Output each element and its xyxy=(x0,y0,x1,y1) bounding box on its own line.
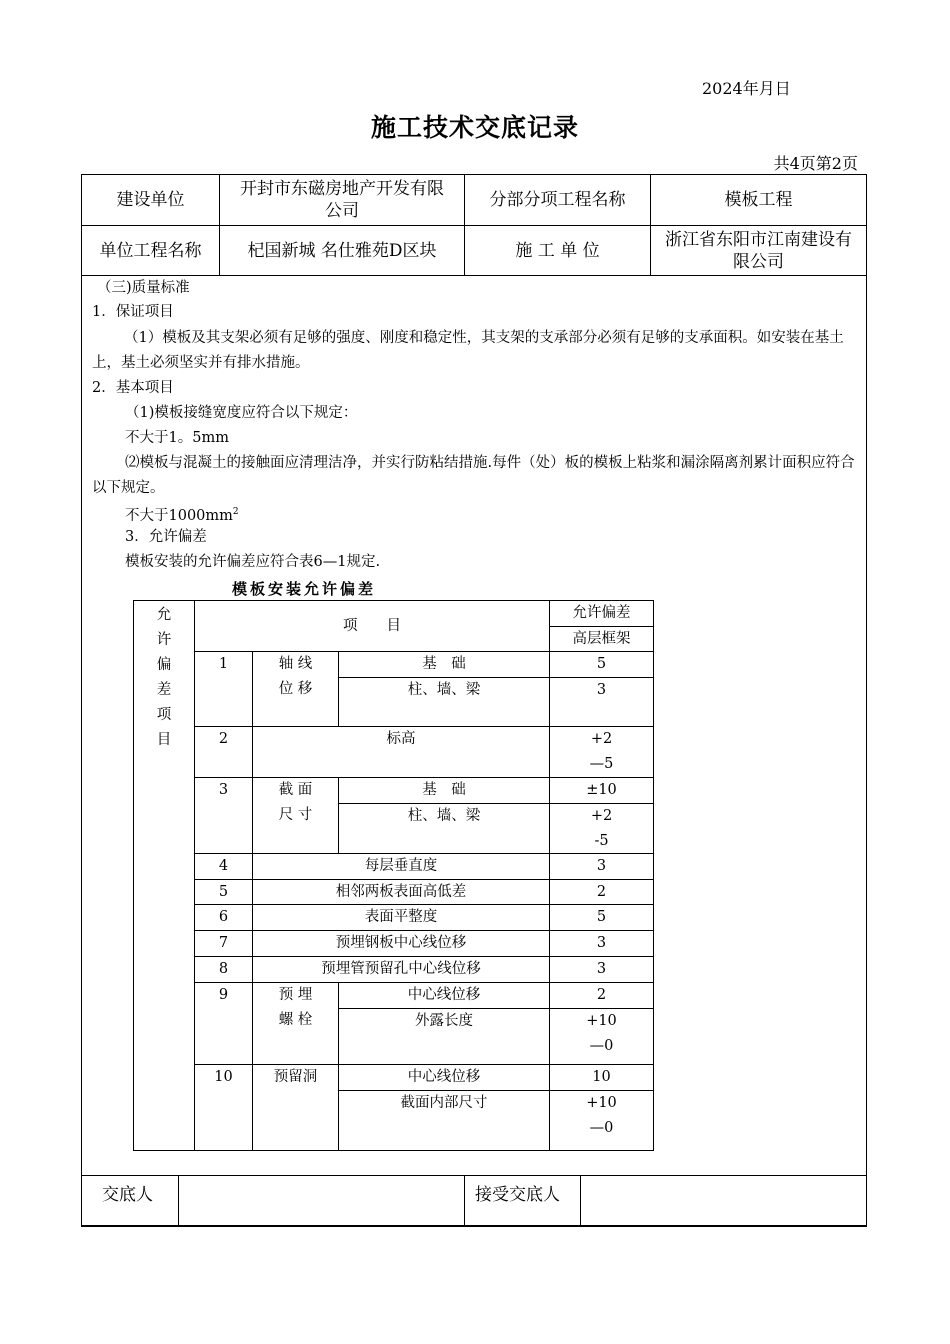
row-value-text: —0 xyxy=(589,1038,614,1054)
row-sub xyxy=(338,1090,550,1151)
row-group xyxy=(252,777,339,854)
giver-signature-field[interactable] xyxy=(178,1175,465,1227)
row-value-text: —5 xyxy=(589,756,614,772)
row-no xyxy=(194,1064,253,1151)
row-no-text: 3 xyxy=(218,782,229,798)
unit-project-value xyxy=(219,225,465,276)
item2-sub1: （1)模板接缝宽度应符合以下规定： xyxy=(125,405,358,421)
row-name-text: 相邻两板表面高低差 xyxy=(335,884,467,900)
row-group-text: 螺 栓 xyxy=(278,1012,313,1028)
side-char: 允 xyxy=(156,607,172,623)
contractor-value xyxy=(650,225,867,276)
row-sub-text: 基 础 xyxy=(422,782,466,798)
row-name xyxy=(252,853,550,880)
row-sub-text: 中心线位移 xyxy=(407,987,481,1003)
row-value xyxy=(549,956,654,983)
row-no xyxy=(194,777,253,854)
row-name xyxy=(252,930,550,957)
row-no-text: 2 xyxy=(218,731,229,747)
col-tol-sub-header xyxy=(549,626,654,652)
row-value xyxy=(549,982,654,1009)
row-sub-text: 柱、墙、梁 xyxy=(407,682,481,698)
row-group-text: 预 埋 xyxy=(278,987,313,1003)
row-value xyxy=(549,677,654,727)
item2-sub2: ⑵模板与混凝土的接触面应清理洁净，并实行防粘结措施.每件（处）板的模板上粘浆和漏涂隔离剂累计面积应符合以下规定。 xyxy=(92,455,855,496)
row-value xyxy=(549,803,654,854)
item2-sub2-value-line xyxy=(125,502,239,526)
row-no-text: 8 xyxy=(218,961,229,977)
row-name-text: 每层垂直度 xyxy=(364,858,438,874)
row-no-text: 9 xyxy=(218,987,229,1003)
row-value-text: +2 xyxy=(590,731,613,747)
row-group-text: 位 移 xyxy=(278,681,313,697)
row-value-text: -5 xyxy=(594,833,609,849)
row-no xyxy=(194,904,253,931)
row-value xyxy=(549,726,654,778)
subproject-label xyxy=(464,174,651,226)
row-value-text: 2 xyxy=(596,987,607,1003)
table-side-label xyxy=(133,600,195,1151)
row-group-text: 截 面 xyxy=(278,782,313,798)
contractor-label xyxy=(464,225,651,276)
row-value-text: 3 xyxy=(596,682,607,698)
item1-title: 1．保证项目 xyxy=(92,304,174,320)
item2-sub2-value: 不大于1000mm xyxy=(125,507,233,524)
row-value-text: 3 xyxy=(596,961,607,977)
col-tol-sub-header-text: 高层框架 xyxy=(572,631,631,647)
row-name xyxy=(252,904,550,931)
row-sub xyxy=(338,651,550,678)
owner-value-text: 开封市东磁房地产开发有限公司 xyxy=(240,179,444,221)
row-group-text: 尺 寸 xyxy=(278,807,313,823)
subproject-value xyxy=(650,174,867,226)
row-value-text: 5 xyxy=(596,909,607,925)
col-tol-header-text: 允许偏差 xyxy=(572,605,631,621)
row-name xyxy=(252,956,550,983)
giver-label xyxy=(81,1175,179,1227)
row-value xyxy=(549,904,654,931)
row-value xyxy=(549,1064,654,1091)
unit-project-label xyxy=(81,225,220,276)
row-value xyxy=(549,1090,654,1151)
row-no-text: 7 xyxy=(218,935,229,951)
item2-sub1-value: 不大于1。5mm xyxy=(125,430,229,446)
row-no xyxy=(194,956,253,983)
unit-project-value-text: 杞国新城 名仕雅苑D区块 xyxy=(247,240,437,261)
row-value-text: 10 xyxy=(592,1069,611,1085)
row-sub xyxy=(338,1064,550,1091)
row-sub-text: 外露长度 xyxy=(415,1013,473,1029)
row-value xyxy=(549,853,654,880)
unit-project-label-text: 单位工程名称 xyxy=(99,240,202,261)
row-group xyxy=(252,982,339,1065)
row-sub-text: 基 础 xyxy=(422,656,466,672)
subproject-label-text: 分部分项工程名称 xyxy=(489,190,626,210)
side-char: 目 xyxy=(156,732,172,748)
row-sub xyxy=(338,777,550,804)
item3-text: 模板安装的允许偏差应符合表6—1规定. xyxy=(125,554,381,570)
record-date: 2024年月日 xyxy=(702,79,791,98)
receiver-signature-field[interactable] xyxy=(580,1175,867,1227)
row-no-text: 4 xyxy=(218,858,229,874)
row-sub xyxy=(338,803,550,854)
receiver-label-text: 接受交底人 xyxy=(475,1185,560,1205)
row-value-text: 3 xyxy=(596,935,607,951)
row-sub-text: 中心线位移 xyxy=(407,1069,481,1085)
contractor-value-text: 浙江省东阳市江南建设有限公司 xyxy=(665,229,852,272)
row-value-text: —0 xyxy=(589,1120,614,1136)
row-sub xyxy=(338,677,550,727)
col-item-header xyxy=(194,600,550,652)
row-name-text: 表面平整度 xyxy=(364,909,438,925)
row-name xyxy=(252,879,550,905)
row-no-text: 6 xyxy=(218,909,229,925)
row-no xyxy=(194,879,253,905)
row-no xyxy=(194,651,253,727)
row-no-text: 5 xyxy=(218,884,229,900)
row-group-text: 轴 线 xyxy=(278,656,313,672)
row-value-text: ±10 xyxy=(586,782,617,798)
row-name-text: 标高 xyxy=(386,731,416,747)
col-item-header-text: 项 目 xyxy=(343,617,401,634)
col-tol-header xyxy=(549,600,654,627)
row-sub xyxy=(338,982,550,1009)
side-char: 差 xyxy=(156,682,172,698)
item3-title: 3．允许偏差 xyxy=(125,529,207,545)
subproject-value-text: 模板工程 xyxy=(724,190,793,210)
row-group xyxy=(252,1064,339,1151)
row-value xyxy=(549,777,654,804)
row-sub-text: 柱、墙、梁 xyxy=(407,808,481,824)
table-caption: 模板安装允许偏差 xyxy=(232,580,377,598)
item1-text: （1）模板及其支架必须有足够的强度、刚度和稳定性，其支架的支承部分必须有足够的支承面积。如安装在基土上，基土必须坚实并有排水措施。 xyxy=(92,330,844,371)
row-no-text: 1 xyxy=(218,656,229,672)
receiver-label xyxy=(464,1175,581,1227)
page-info: 共4页第2页 xyxy=(773,154,858,173)
row-value xyxy=(549,651,654,678)
item2-title: 2．基本项目 xyxy=(92,380,174,396)
document-title: 施工技术交底记录 xyxy=(370,113,579,142)
row-group xyxy=(252,651,339,727)
giver-label-text: 交底人 xyxy=(102,1185,153,1205)
row-value-text: 5 xyxy=(596,656,607,672)
row-name-text: 预埋管预留孔中心线位移 xyxy=(321,961,481,977)
item2-sub2-unit-sup: 2 xyxy=(232,507,239,517)
row-value-text: 3 xyxy=(596,858,607,874)
row-value xyxy=(549,930,654,957)
row-no-text: 10 xyxy=(214,1069,233,1085)
row-no xyxy=(194,726,253,778)
row-value xyxy=(549,879,654,905)
row-value-text: 2 xyxy=(596,884,607,900)
row-name-text: 预埋钢板中心线位移 xyxy=(335,935,467,951)
row-name xyxy=(252,726,550,778)
row-sub xyxy=(338,1008,550,1065)
owner-label-text: 建设单位 xyxy=(116,190,185,210)
section-heading: （三)质量标准 xyxy=(97,280,190,296)
row-value-text: +10 xyxy=(586,1013,617,1029)
row-value xyxy=(549,1008,654,1065)
owner-label xyxy=(81,174,220,226)
row-group-text: 预留洞 xyxy=(273,1069,318,1085)
row-no xyxy=(194,982,253,1065)
row-sub-text: 截面内部尺寸 xyxy=(400,1095,488,1111)
row-no xyxy=(194,930,253,957)
side-char: 项 xyxy=(156,707,172,723)
row-no xyxy=(194,853,253,880)
owner-value xyxy=(219,174,465,226)
side-char: 许 xyxy=(156,632,172,648)
contractor-label-text: 施 工 单 位 xyxy=(515,240,600,261)
side-char: 偏 xyxy=(156,657,172,673)
row-value-text: +2 xyxy=(590,808,613,824)
row-value-text: +10 xyxy=(586,1095,617,1111)
